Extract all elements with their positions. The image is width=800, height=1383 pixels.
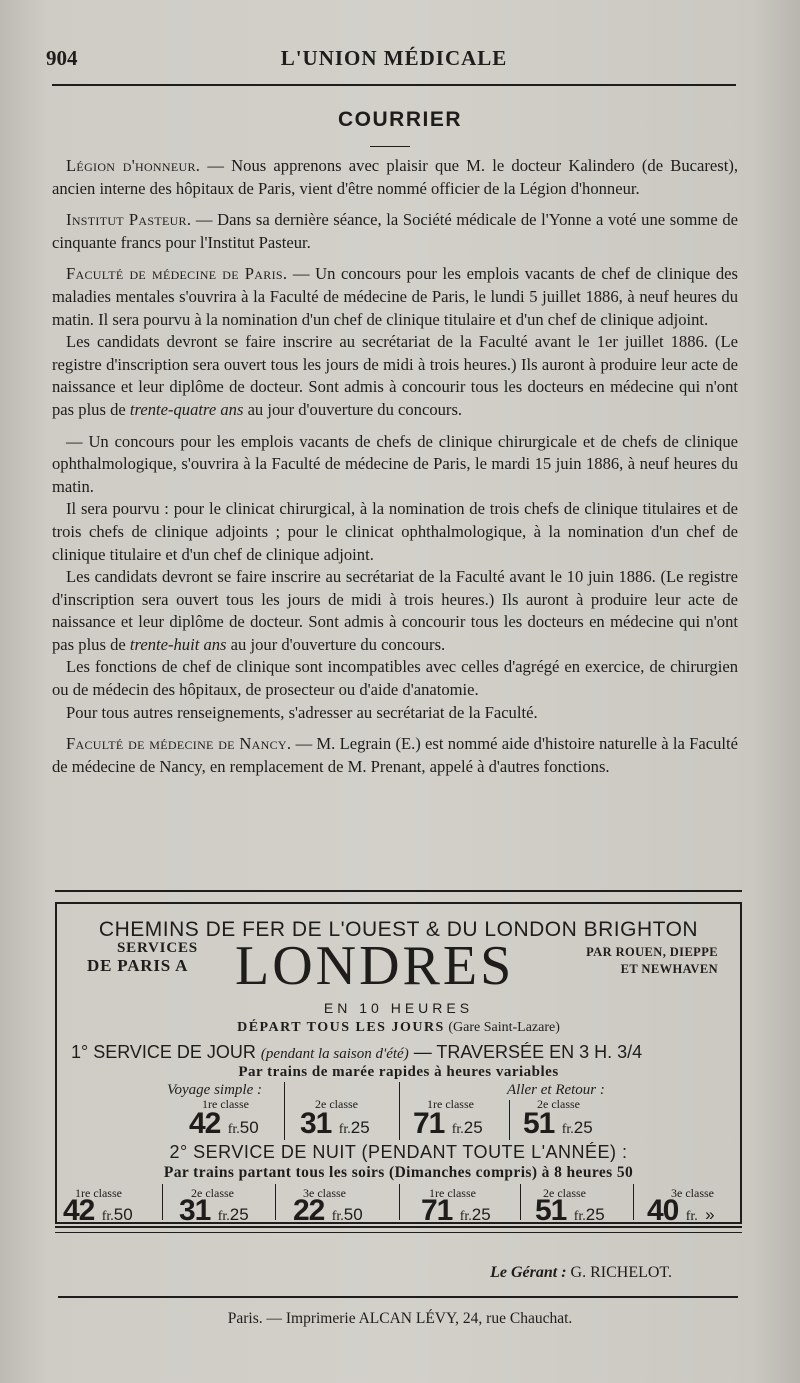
night-service-line: 2° SERVICE DE NUIT (PENDANT TOUTE L'ANNÉE) : (169, 1142, 628, 1162)
imprint: Paris. — Imprimerie ALCAN LÉVY, 24, rue Chauchat. (227, 1310, 573, 1327)
ad-box (55, 902, 742, 1227)
paragraph-italic: trente-huit ans (129, 634, 227, 654)
class-label: 2e classe (315, 1097, 358, 1111)
class-label: 1re classe (75, 1186, 122, 1200)
fare-unit: fr. (561, 1122, 574, 1137)
ad-hours: EN 10 HEURES (323, 1000, 474, 1016)
paragraph-fonctions (52, 656, 738, 701)
section-rule (370, 146, 410, 147)
fare-divider (633, 1184, 634, 1220)
paragraph-faculte-paris (52, 263, 738, 331)
day-service-label: 1° SERVICE DE JOUR (71, 1042, 261, 1062)
londres-title: LONDRES (235, 935, 515, 997)
paragraph-faculte-nancy (52, 733, 738, 778)
paragraph-text: Les fonctions de chef de clinique sont incompatibles avec celles d'agrégé en exercice, de chirurgien ou de médecin des hôpitaux, de prosecteur ou d'aide d'anatomie. (52, 657, 738, 700)
fare-cents: 50 (343, 1205, 363, 1224)
fare-cents: 50 (113, 1205, 133, 1224)
fare-unit: fr. (331, 1209, 344, 1224)
ad-heading: CHEMINS DE FER DE L'OUEST & DU LONDON BRIGHTON (98, 918, 699, 941)
page-number: 904 (46, 46, 78, 70)
paragraph-pourvu (52, 498, 738, 566)
gerant-label: Le Gérant : (490, 1264, 567, 1281)
fare-cents: 50 (239, 1118, 259, 1137)
journal-title: L'UNION MÉDICALE (280, 46, 508, 70)
fare-francs: 31 (300, 1107, 332, 1140)
fare-unit: fr. (338, 1122, 351, 1137)
fare-francs: 42 (63, 1194, 95, 1227)
fare-cents: » (705, 1205, 715, 1224)
paragraph-text: Il sera pourvu : pour le clinicat chirurgical, à la nomination de trois chefs de clinique titulaires et de trois chefs de clinique adjoints ; pour le clinicat ophthalmologique, à la nomination d'un chef de clinique titulaire et d'un chef de clinique adjoint. (52, 499, 738, 564)
night-service-trains: Par trains partant tous les soirs (Dimanches compris) à 8 heures 50 (163, 1164, 634, 1181)
day-service-season: (pendant la saison d'été) (260, 1046, 409, 1062)
day-service-crossing: — TRAVERSÉE EN 3 H. 3/4 (408, 1042, 643, 1062)
paragraph-text: au jour d'ouverture du concours. (243, 399, 463, 419)
departure-label: DÉPART TOUS LES JOURS (237, 1020, 445, 1035)
paragraph-concours-chirurgie (52, 431, 738, 499)
class-label: 3e classe (303, 1186, 346, 1200)
fare-unit: fr. (451, 1122, 464, 1137)
fare-francs: 22 (293, 1194, 325, 1227)
fare-francs: 42 (189, 1107, 221, 1140)
fare-divider (275, 1184, 276, 1220)
day-service-trains: Par trains de marée rapides à heures variables (238, 1064, 559, 1080)
fare-divider (162, 1184, 163, 1220)
fare-francs: 31 (179, 1194, 211, 1227)
running-header (46, 46, 742, 76)
station-label: (Gare Saint-Lazare) (448, 1020, 560, 1035)
class-label: 1re classe (427, 1097, 474, 1111)
fare-divider (399, 1184, 400, 1220)
class-label: 2e classe (543, 1186, 586, 1200)
aller-retour-label: Aller et Retour : (507, 1082, 605, 1098)
de-paris-a-label: DE PARIS A (87, 956, 189, 975)
fare-divider (509, 1100, 510, 1140)
paragraph-lead: Faculté de médecine de Paris. (66, 264, 288, 284)
ad-top-rule (55, 890, 742, 892)
paragraph-lead: Faculté de médecine de Nancy. (66, 734, 292, 754)
voyage-simple-label: Voyage simple : (167, 1082, 262, 1098)
route-line-2: ET NEWHAVEN (620, 962, 718, 976)
imprint-rule (58, 1296, 738, 1298)
ad-bottom-rule-thin (55, 1232, 742, 1233)
paragraph-renseignements (52, 702, 738, 725)
paragraph-text: au jour d'ouverture du concours. (226, 634, 446, 654)
paragraph-text: — Un concours pour les emplois vacants de chefs de clinique chirurgicale et de chefs de clinique ophthalmologique, s'ouvrira à la Faculté de médecine de Paris, le mardi 15 juin 1886, à neuf heures du matin. (52, 431, 738, 496)
fare-unit: fr. (217, 1209, 230, 1224)
fare-unit: fr. (101, 1209, 114, 1224)
fare-unit: fr. (227, 1122, 240, 1137)
fare-francs: 51 (535, 1194, 567, 1227)
fare-francs: 40 (647, 1194, 679, 1227)
ad-route (586, 944, 718, 978)
paragraph-legion-honneur (52, 155, 738, 200)
railway-advertisement (55, 890, 742, 1245)
header-rule (52, 84, 736, 86)
day-fare (413, 1109, 483, 1145)
class-label: 2e classe (191, 1186, 234, 1200)
paragraph-institut-pasteur (52, 209, 738, 254)
fare-cents: 25 (463, 1118, 483, 1137)
ad-bottom-rule (55, 1226, 742, 1228)
services-label: SERVICES (117, 940, 198, 956)
class-label: 1re classe (202, 1097, 249, 1111)
day-fare (300, 1109, 370, 1145)
fare-francs: 71 (413, 1107, 445, 1140)
fare-unit: fr. (459, 1209, 472, 1224)
paragraph-candidats-1 (52, 331, 738, 421)
paragraph-lead: Légion d'honneur. (66, 156, 201, 175)
ad-departure (57, 1020, 740, 1036)
paragraph-text: Les candidats devront se faire inscrire au secrétariat de la Faculté avant le 10 juin 1886. (Le registre d'inscription sera ouvert tous les jours de midi à trois heures.) Ils auront à produire leur acte de naissance et leur diplôme de docteur. Sont admis à concourir tous les docteurs en médecine qui n'ont pas plus de (52, 567, 738, 654)
paragraph-text: — Nous apprenons avec plaisir que M. le docteur Kalindero (de Bucarest), ancien interne des hôpitaux de Paris, vient d'être nommé officier de la Légion d'honneur. (52, 156, 738, 198)
fare-unit: fr. (685, 1209, 698, 1224)
fare-divider (399, 1082, 400, 1140)
fare-cents: 25 (229, 1205, 249, 1224)
class-label: 1re classe (429, 1186, 476, 1200)
class-label: 3e classe (671, 1186, 714, 1200)
paragraph-text: — Un concours pour les emplois vacants de chef de clinique des maladies mentales s'ouvrira à la Faculté de médecine de Paris, le lundi 5 juillet 1886, à neuf heures du matin. Il sera pourvu à la nomination d'un chef de clinique titulaire et d'un chef de clinique adjoint. (52, 264, 738, 329)
paragraph-text: — M. Legrain (E.) est nommé aide d'histoire naturelle à la Faculté de médecine de Nancy, en remplacement de M. Prenant, appelé à d'autres fonctions. (52, 734, 738, 776)
fare-divider (520, 1184, 521, 1220)
class-label: 2e classe (537, 1097, 580, 1111)
fare-cents: 25 (350, 1118, 370, 1137)
paragraph-lead: Institut Pasteur. (66, 210, 192, 230)
paragraph-italic: trente-quatre ans (129, 399, 244, 419)
gerant-signature (490, 1264, 672, 1282)
paragraph-text: Les candidats devront se faire inscrire au secrétariat de la Faculté avant le 1er juillet 1886. (Le registre d'inscription sera ouvert tous les jours de midi à trois heures.) Ils auront à produire leur acte de naissance et leur diplôme de docteur. Sont admis à concourir tous les docteurs en médecine qui n'ont pas plus de (52, 332, 738, 419)
gerant-name: G. RICHELOT. (570, 1264, 672, 1281)
article-body (52, 155, 738, 778)
fare-cents: 25 (573, 1118, 593, 1137)
paragraph-text: Pour tous autres renseignements, s'adresser au secrétariat de la Faculté. (66, 702, 538, 722)
paragraph-candidats-2 (52, 566, 738, 656)
fare-cents: 25 (471, 1205, 491, 1224)
fare-francs: 51 (523, 1107, 555, 1140)
day-fare (189, 1109, 259, 1145)
ad-services (87, 940, 198, 974)
section-title: COURRIER (337, 108, 462, 131)
fare-divider (284, 1082, 285, 1140)
fare-cents: 25 (585, 1205, 605, 1224)
fare-unit: fr. (573, 1209, 586, 1224)
paragraph-text: — Dans sa dernière séance, la Société médicale de l'Yonne a voté une somme de cinquante francs pour l'Institut Pasteur. (52, 210, 738, 252)
day-service-line (71, 1042, 730, 1063)
fare-francs: 71 (421, 1194, 453, 1227)
route-line-1: PAR ROUEN, DIEPPE (586, 945, 718, 959)
day-fare (523, 1109, 593, 1145)
